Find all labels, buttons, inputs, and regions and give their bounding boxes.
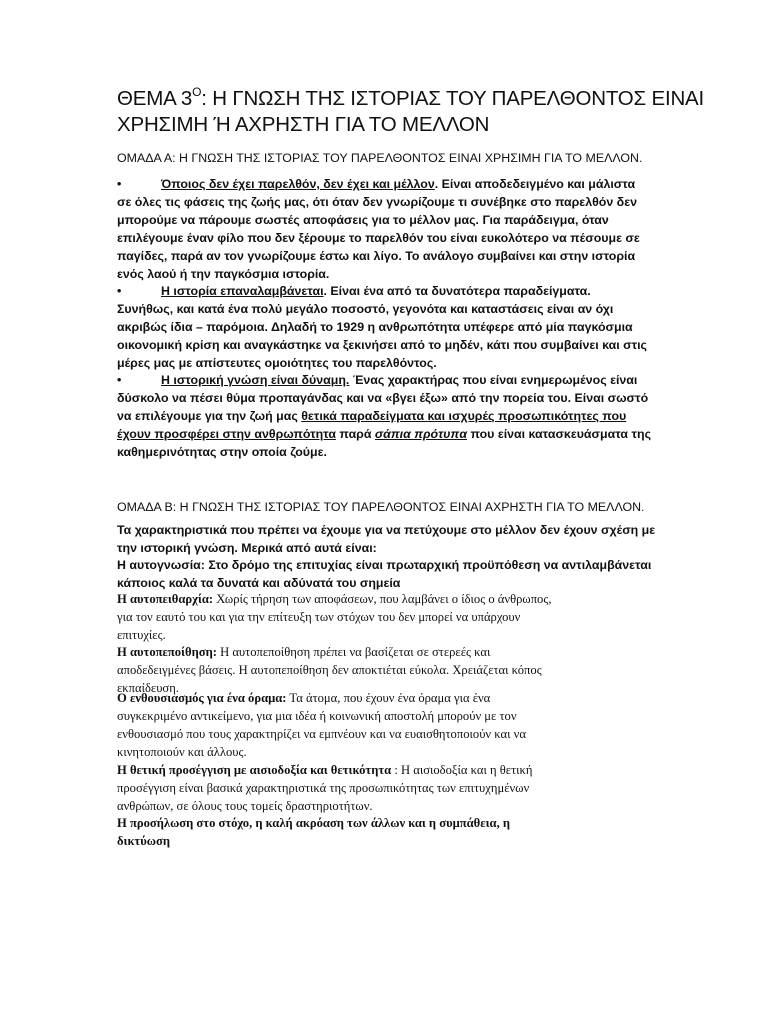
group-a-bullet-1: • Όποιος δεν έχει παρελθόν, δεν έχει και μέλλον. Είναι αποδεδειγμένο και μάλιστα σε όλες τις φάσεις της ζωής μας, ότι όταν δεν γνωρίζουμε τι συνέβηκε στο παρελθόν δεν μπορούμε να πάρουμε σωστές αποφάσεις για το μέλλον μας. Για παράδειγμα, όταν επιλέγουμε έναν φίλο που δεν ξέρουμε το παρελθόν του είναι ευκολότερο να πέσουμε σε παγίδες, παρά αν τον γνωρίζουμε έστω και λίγο. Το ανάλογο συμβαίνει και στην ιστορία ενός λαού ή την παγκόσμια ιστορία. [117, 177, 640, 281]
group-b-item-goal-focus: Η προσήλωση στο στόχο, η καλή ακρόαση των άλλων και η συμπάθεια, η δικτύωση [117, 816, 511, 848]
title-line-2: ΧΡΗΣΙΜΗ Ή ΑΧΡΗΣΤΗ ΓΙΑ ΤΟ ΜΕΛΛΟΝ [117, 113, 490, 136]
group-b-item-self-confidence: Η αυτοπεποίθηση: Η αυτοπεποίθηση πρέπει να βασίζεται σε στερεές και αποδεδειγμένες βάσεις. Η αυτοπεποίθηση δεν αποκτιέται εύκολα. Χρειάζεται κόπος εκπαίδευση. [117, 645, 542, 695]
title-line-1: ΘΕΜΑ $3^O$: Η ΓΝΩΣΗ ΤΗΣ ΙΣΤΟΡΙΑΣ ΤΟΥ ΠΑΡΕΛΘΟΝΤΟΣ ΕΙΝΑΙ [117, 85, 705, 110]
group-b-item-self-discipline: Η αυτοπειθαρχία: Χωρίς τήρηση των αποφάσεων, που λαμβάνει ο ίδιος ο άνθρωπος, για τον εαυτό του και για την επίτευξη των στόχων του δεν μπορεί να υπάρχουν επιτυχίες. [117, 592, 552, 642]
group-b-item-positive-approach: Η θετική προσέγγιση με αισιοδοξία και θετικότητα : Η αισιοδοξία και η θετική προσέγγιση είναι βασικά χαρακτηριστικά της προσωπικότητας των επιτυχημένων ανθρώπων, σε όλους τους τομείς δραστηριοτήτων. [117, 763, 533, 813]
group-a-heading: ΟΜΑΔΑ Α: Η ΓΝΩΣΗ ΤΗΣ ΙΣΤΟΡΙΑΣ ΤΟΥ ΠΑΡΕΛΘΟΝΤΟΣ ΕΙΝΑΙ ΧΡΗΣΙΜΗ ΓΙΑ ΤΟ ΜΕΛΛΟΝ. [117, 151, 643, 165]
document-title [117, 86, 717, 138]
group-a-bullet-2: • Η ιστορία επαναλαμβάνεται. Είναι ένα από τα δυνατότερα παραδείγματα. Συνήθως, και κατά ένα πολύ μεγάλο ποσοστό, γεγονότα και καταστάσεις είναι αν όχι ακριβώς ίδια – παρόμοια. Δηλαδή το 1929 η ανθρωπότητα υπέφερε από μία παγκόσμια οικονομική κρίση και αναγκάστηκε να ξεκινήσει από το μηδέν, κάτι που συμβαίνει και στις μέρες μας με απίστευτες ομοιότητες του παρελθόντος. [117, 284, 648, 370]
group-a-bullet-3: • Η ιστορική γνώση είναι δύναμη. Ένας χαρακτήρας που είναι ενημερωμένος είναι δύσκολο να πέσει θύμα προπαγάνδας και να «βγει έξω» από την πορεία του. Είναι σωστό να επιλέγουμε για την ζωή μας θετικά παραδείγματα και ισχυρές προσωπικότητες που έχουν προσφέρει στην ανθρωπότητα παρά σάπια πρότυπα που είναι κατασκευάσματα της καθημερινότητας στην οποία ζούμε. [117, 373, 652, 459]
bullet-icon: • [117, 284, 122, 298]
group-b-item-self-knowledge: Η αυτογνωσία: Στο δρόμο της επιτυχίας είναι πρωταρχική προϋπόθεση να αντιλαμβάνεται κάποιος καλά τα δυνατά και αδύνατά του σημεία [117, 558, 652, 590]
group-b-intro: Τα χαρακτηριστικά που πρέπει να έχουμε για να πετύχουμε στο μέλλον δεν έχουν σχέση με την ιστορική γνώση. Μερικά από αυτά είναι: [117, 523, 656, 555]
bullet-icon: • [117, 373, 122, 387]
group-b-item-enthusiasm: Ο ενθουσιασμός για ένα όραμα: Τα άτομα, που έχουν ένα όραμα για ένα συγκεκριμένο αντικείμενο, για μια ιδέα ή κοινωνική αποστολή μπορούν με τον ενθουσιασμό που τους χαρακτηρίζει να εμπνέουν και να ευαισθητοποιούν και να κινητοποιούν και άλλους. [117, 691, 526, 759]
bullet-icon: • [117, 177, 122, 191]
group-b-heading: ΟΜΑΔΑ Β: Η ΓΝΩΣΗ ΤΗΣ ΙΣΤΟΡΙΑΣ ΤΟΥ ΠΑΡΕΛΘΟΝΤΟΣ ΕΙΝΑΙ ΑΧΡΗΣΤΗ ΓΙΑ ΤΟ ΜΕΛΛΟΝ. [117, 500, 645, 514]
